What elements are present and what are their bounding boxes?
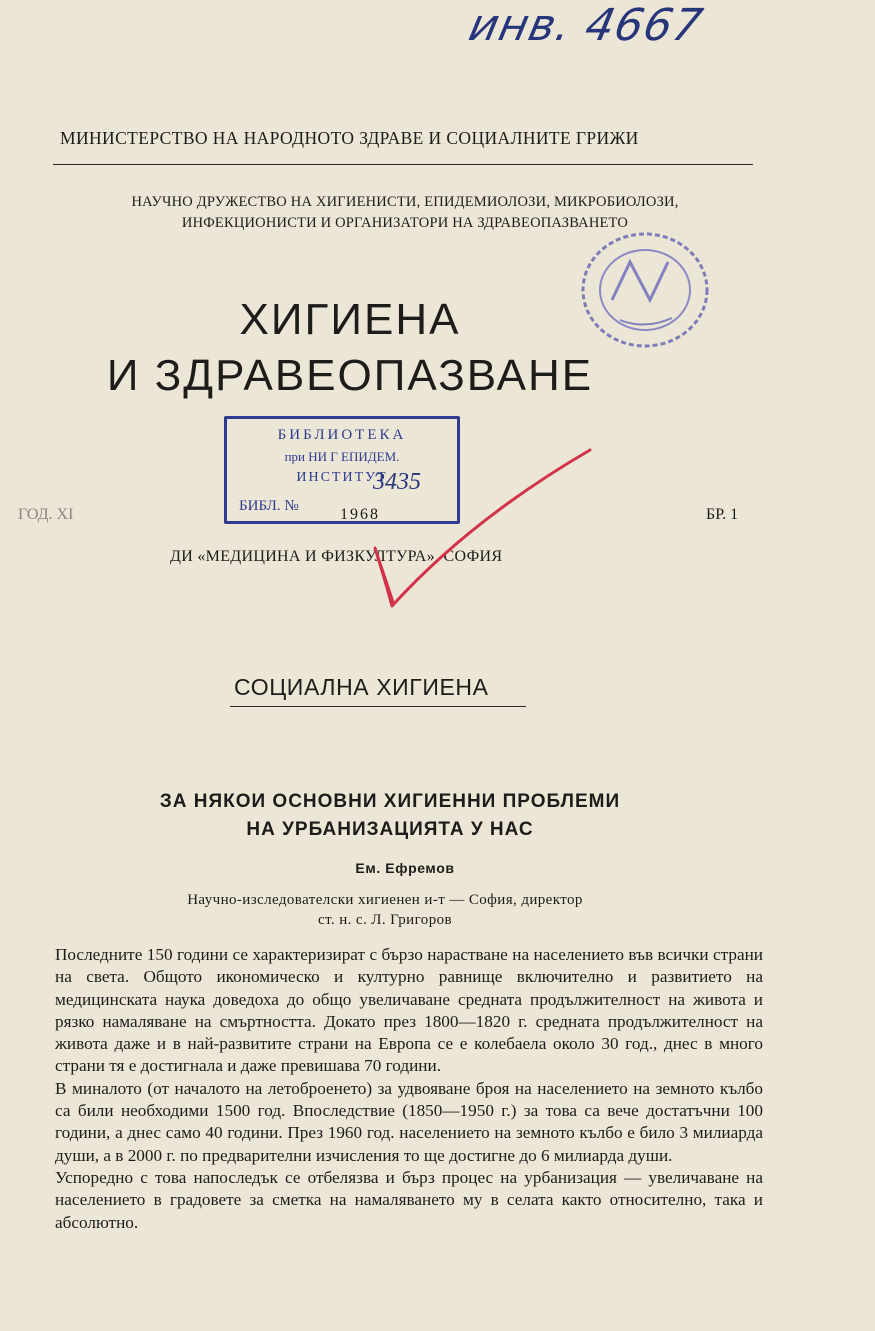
author: Ем. Ефремов bbox=[355, 860, 455, 876]
ministry-header: МИНИСТЕРСТВО НА НАРОДНОТО ЗДРАВЕ И СОЦИАЛНИТЕ ГРИЖИ bbox=[60, 128, 639, 148]
paragraph: Успоредно с това напоследък се отбелязва и бърз процес на урбанизация — увеличаване на населението в градовете за сметка на намаляването му в селата както относително, така и абсолютно. bbox=[55, 1167, 763, 1232]
society-line-1: НАУЧНО ДРУЖЕСТВО НА ХИГИЕНИСТИ, ЕПИДЕМИОЛОЗИ, МИКРОБИОЛОЗИ, bbox=[131, 194, 679, 210]
affiliation bbox=[60, 890, 710, 930]
paragraph: Последните 150 години се характеризират с бързо нарастване на населението във всички страни на света. Общото икономическо и културно равнище включително и развитието на медицинската наука доведоха до общо увеличаване средната продължителност на живота и рязко намаляване на смъртността. Докато през 1800—1820 г. средната продължителност на живота даже и в най-развитите страни на Европа се е колебаела около 30 год., днес в много страни тя е достигнала и даже превишава 70 години. bbox=[55, 945, 763, 1076]
stamp-line-2: при НИ Г ЕПИДЕМ. bbox=[284, 449, 400, 464]
stamp-handwritten-number: 3435 bbox=[373, 469, 421, 495]
publisher-line: ДИ «МЕДИЦИНА И ФИЗКУЛТУРА», СОФИЯ bbox=[170, 548, 503, 565]
article-title-line-2: НА УРБАНИЗАЦИЯТА У НАС bbox=[246, 819, 534, 840]
affiliation-line-1: Научно-изследователски хигиенен и-т — София, директор bbox=[187, 892, 583, 908]
society-line-2: ИНФЕКЦИОНИСТИ И ОРГАНИЗАТОРИ НА ЗДРАВЕОПАЗВАНЕТО bbox=[181, 215, 629, 231]
section-title: СОЦИАЛНА ХИГИЕНА bbox=[234, 674, 489, 700]
stamp-line-1: БИБЛИОТЕКА bbox=[277, 427, 407, 443]
stamp-line-3: ИНСТИТУТ bbox=[296, 470, 388, 485]
stamp-line-4: БИБЛ. № bbox=[239, 498, 299, 514]
affiliation-line-2: ст. н. с. Л. Григоров bbox=[318, 912, 452, 928]
issue-label: БР. 1 bbox=[706, 506, 739, 523]
journal-title-line-1: ХИГИЕНА bbox=[239, 295, 461, 344]
article-title-line-1: ЗА НЯКОИ ОСНОВНИ ХИГИЕННИ ПРОБЛЕМИ bbox=[159, 791, 621, 812]
section-rule bbox=[230, 706, 526, 707]
volume-label: ГОД. XI bbox=[18, 506, 74, 523]
handwritten-inventory-note: инв. 4667 bbox=[464, 0, 708, 51]
article-title bbox=[90, 788, 690, 844]
journal-title-line-2: И ЗДРАВЕОПАЗВАНЕ bbox=[106, 351, 594, 400]
paragraph: В миналото (от началото на летоброенето) за удвояване броя на населението на земното кълбо са били необходими 1500 год. Впоследствие (1850—1950 г.) за това са вече достатъчни 100 години, а днес само 40 години. През 1960 год. населението на земното кълбо е било 3 милиарда души, а в 2000 г. по предварителни изчисления то ще достигне до 6 милиарда души. bbox=[55, 1078, 763, 1165]
article-body bbox=[55, 944, 763, 1234]
year-label: 1968 bbox=[340, 506, 380, 523]
